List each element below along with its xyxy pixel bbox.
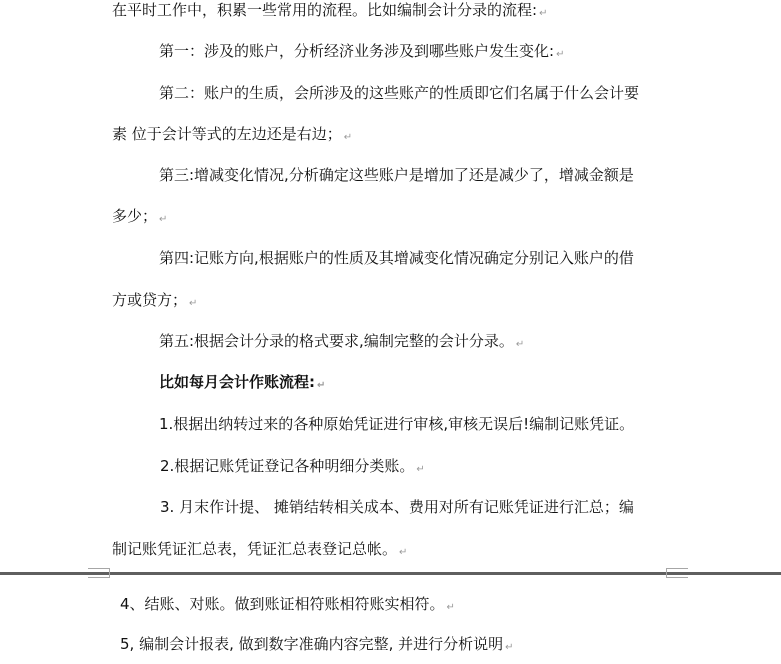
line-text: 制记账凭证汇总表，凭证汇总表登记总帐。: [112, 540, 398, 558]
paragraph-mark-icon: ↵: [505, 642, 514, 653]
paragraph-monthly-step-4[interactable]: [120, 594, 455, 618]
line-text: 第四:记账方向,根据账户的性质及其增减变化情况确定分别记入账户的借: [159, 249, 634, 267]
paragraph-monthly-step-1[interactable]: [159, 414, 634, 434]
line-text: 第二：账户的生质，会所涉及的这些账产的性质即它们名属于什么会计要: [159, 84, 640, 102]
line-text: 第一：涉及的账户，分析经济业务涉及到哪些账户发生变化:: [159, 42, 555, 60]
paragraph-step-1[interactable]: [159, 41, 564, 65]
paragraph-mark-icon: ↵: [416, 464, 425, 475]
paragraph-step-4-line-2[interactable]: [112, 290, 197, 314]
line-text: 素 位于会计等式的左边还是右边；: [112, 125, 342, 143]
paragraph-mark-icon: ↵: [159, 214, 168, 225]
paragraph-step-4-line-1[interactable]: [159, 248, 634, 268]
paragraph-step-5[interactable]: [159, 331, 524, 355]
line-text: 第五:根据会计分录的格式要求,编制完整的会计分录。: [159, 332, 514, 350]
margin-corner-mark-left-icon: [88, 568, 110, 578]
line-text: 多少；: [112, 207, 158, 225]
line-text: 2.根据记账凭证登记各种明细分类账。: [160, 457, 415, 475]
line-text: 1.根据出纳转过来的各种原始凭证进行审核,审核无误后!编制记账凭证。: [159, 415, 635, 433]
line-text: 4、结账、对账。做到账证相符账相符账实相符。: [120, 595, 445, 613]
paragraph-mark-icon: ↵: [399, 547, 408, 558]
paragraph-mark-icon: ↵: [446, 602, 455, 613]
line-text: 方或贷方；: [112, 291, 188, 309]
section-heading-monthly-process[interactable]: [159, 372, 325, 396]
paragraph-monthly-step-2[interactable]: [160, 456, 425, 480]
margin-corner-mark-right-icon: [666, 568, 688, 578]
paragraph-mark-icon: ↵: [343, 132, 353, 143]
paragraph-mark-icon: ↵: [515, 339, 525, 350]
paragraph-monthly-step-5[interactable]: [120, 634, 514, 658]
paragraph-monthly-step-3-line-1[interactable]: [160, 497, 634, 517]
paragraph-step-2-line-1[interactable]: [159, 83, 639, 103]
page-break-separator: [0, 572, 781, 575]
paragraph-step-2-line-2[interactable]: [112, 124, 352, 148]
paragraph-mark-icon: ↵: [189, 298, 198, 309]
line-text: 5, 编制会计报表, 做到数字准确内容完整, 并进行分析说明: [120, 635, 504, 653]
paragraph-intro[interactable]: [112, 0, 547, 24]
paragraph-mark-icon: ↵: [539, 8, 548, 19]
paragraph-mark-icon: ↵: [317, 380, 326, 391]
paragraph-monthly-step-3-line-2[interactable]: [112, 539, 407, 563]
paragraph-mark-icon: ↵: [556, 49, 565, 60]
line-text: 3. 月末作计提、 摊销结转相关成本、费用对所有记账凭证进行汇总；编: [160, 498, 634, 516]
line-text: 第三:增减变化情况,分析确定这些账户是增加了还是减少了，增减金额是: [159, 166, 634, 184]
paragraph-step-3-line-2[interactable]: [112, 206, 167, 230]
heading-text: 比如每月会计作账流程:: [159, 373, 315, 391]
paragraph-step-3-line-1[interactable]: [159, 165, 634, 185]
line-text: 在平时工作中，积累一些常用的流程。比如编制会计分录的流程:: [112, 1, 538, 19]
